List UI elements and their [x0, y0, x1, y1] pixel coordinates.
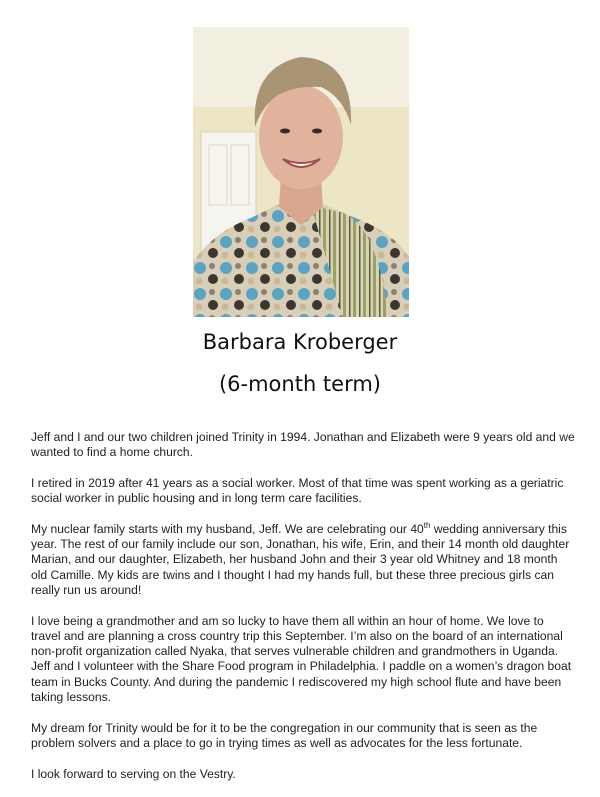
bio-paragraph-3 [31, 522, 576, 598]
portrait-illustration [193, 27, 409, 317]
term-length: (6-month term) [218, 372, 382, 396]
ordinal-suffix: th [423, 520, 431, 530]
bio-paragraph-4: I love being a grandmother and am so lucky to have them all within an hour of home. We love to travel and are planning a cross country trip this September. I’m also on the board of an international non-profit organization called Nyaka, that serves vulnerable children and grandmothers in Uganda. Jeff and I volunteer with the Share Food program in Philadelphia. I paddle on a women’s dragon boat team in Bucks County. And during the pandemic I rediscovered my high school flute and have been taking lessons. [31, 613, 572, 705]
bio-paragraph-1: Jeff and I and our two children joined Trinity in 1994. Jonathan and Elizabeth were 9 years old and we wanted to find a home church. [31, 430, 575, 460]
bio-paragraph-3-end: wedding anniversary this year. The rest of our family include our son, Jonathan, his wife, Erin, and their 14 month old daughter Marian, and our daughter, Elizabeth, her husband John and their 3 year old Whitney and 18 month old Camille. My kids are twins and I thought I had my hands full, but these three precious girls can really run us around! [31, 521, 570, 597]
biography [31, 430, 576, 797]
bio-paragraph-6: I look forward to serving on the Vestry. [31, 766, 236, 781]
person-name: Barbara Kroberger [202, 330, 398, 354]
bio-paragraph-3-start: My nuclear family starts with my husband, Jeff. We are celebrating our 40 [31, 521, 424, 536]
bio-paragraph-2: I retired in 2019 after 41 years as a social worker. Most of that time was spent working as a geriatric social worker in public housing and in long term care facilities. [31, 475, 564, 506]
portrait-photo [193, 27, 409, 317]
bio-paragraph-5: My dream for Trinity would be for it to be the congregation in our community that is seen as the problem solvers and a place to go in trying times as well as advocates for the less fortunate. [31, 720, 538, 750]
